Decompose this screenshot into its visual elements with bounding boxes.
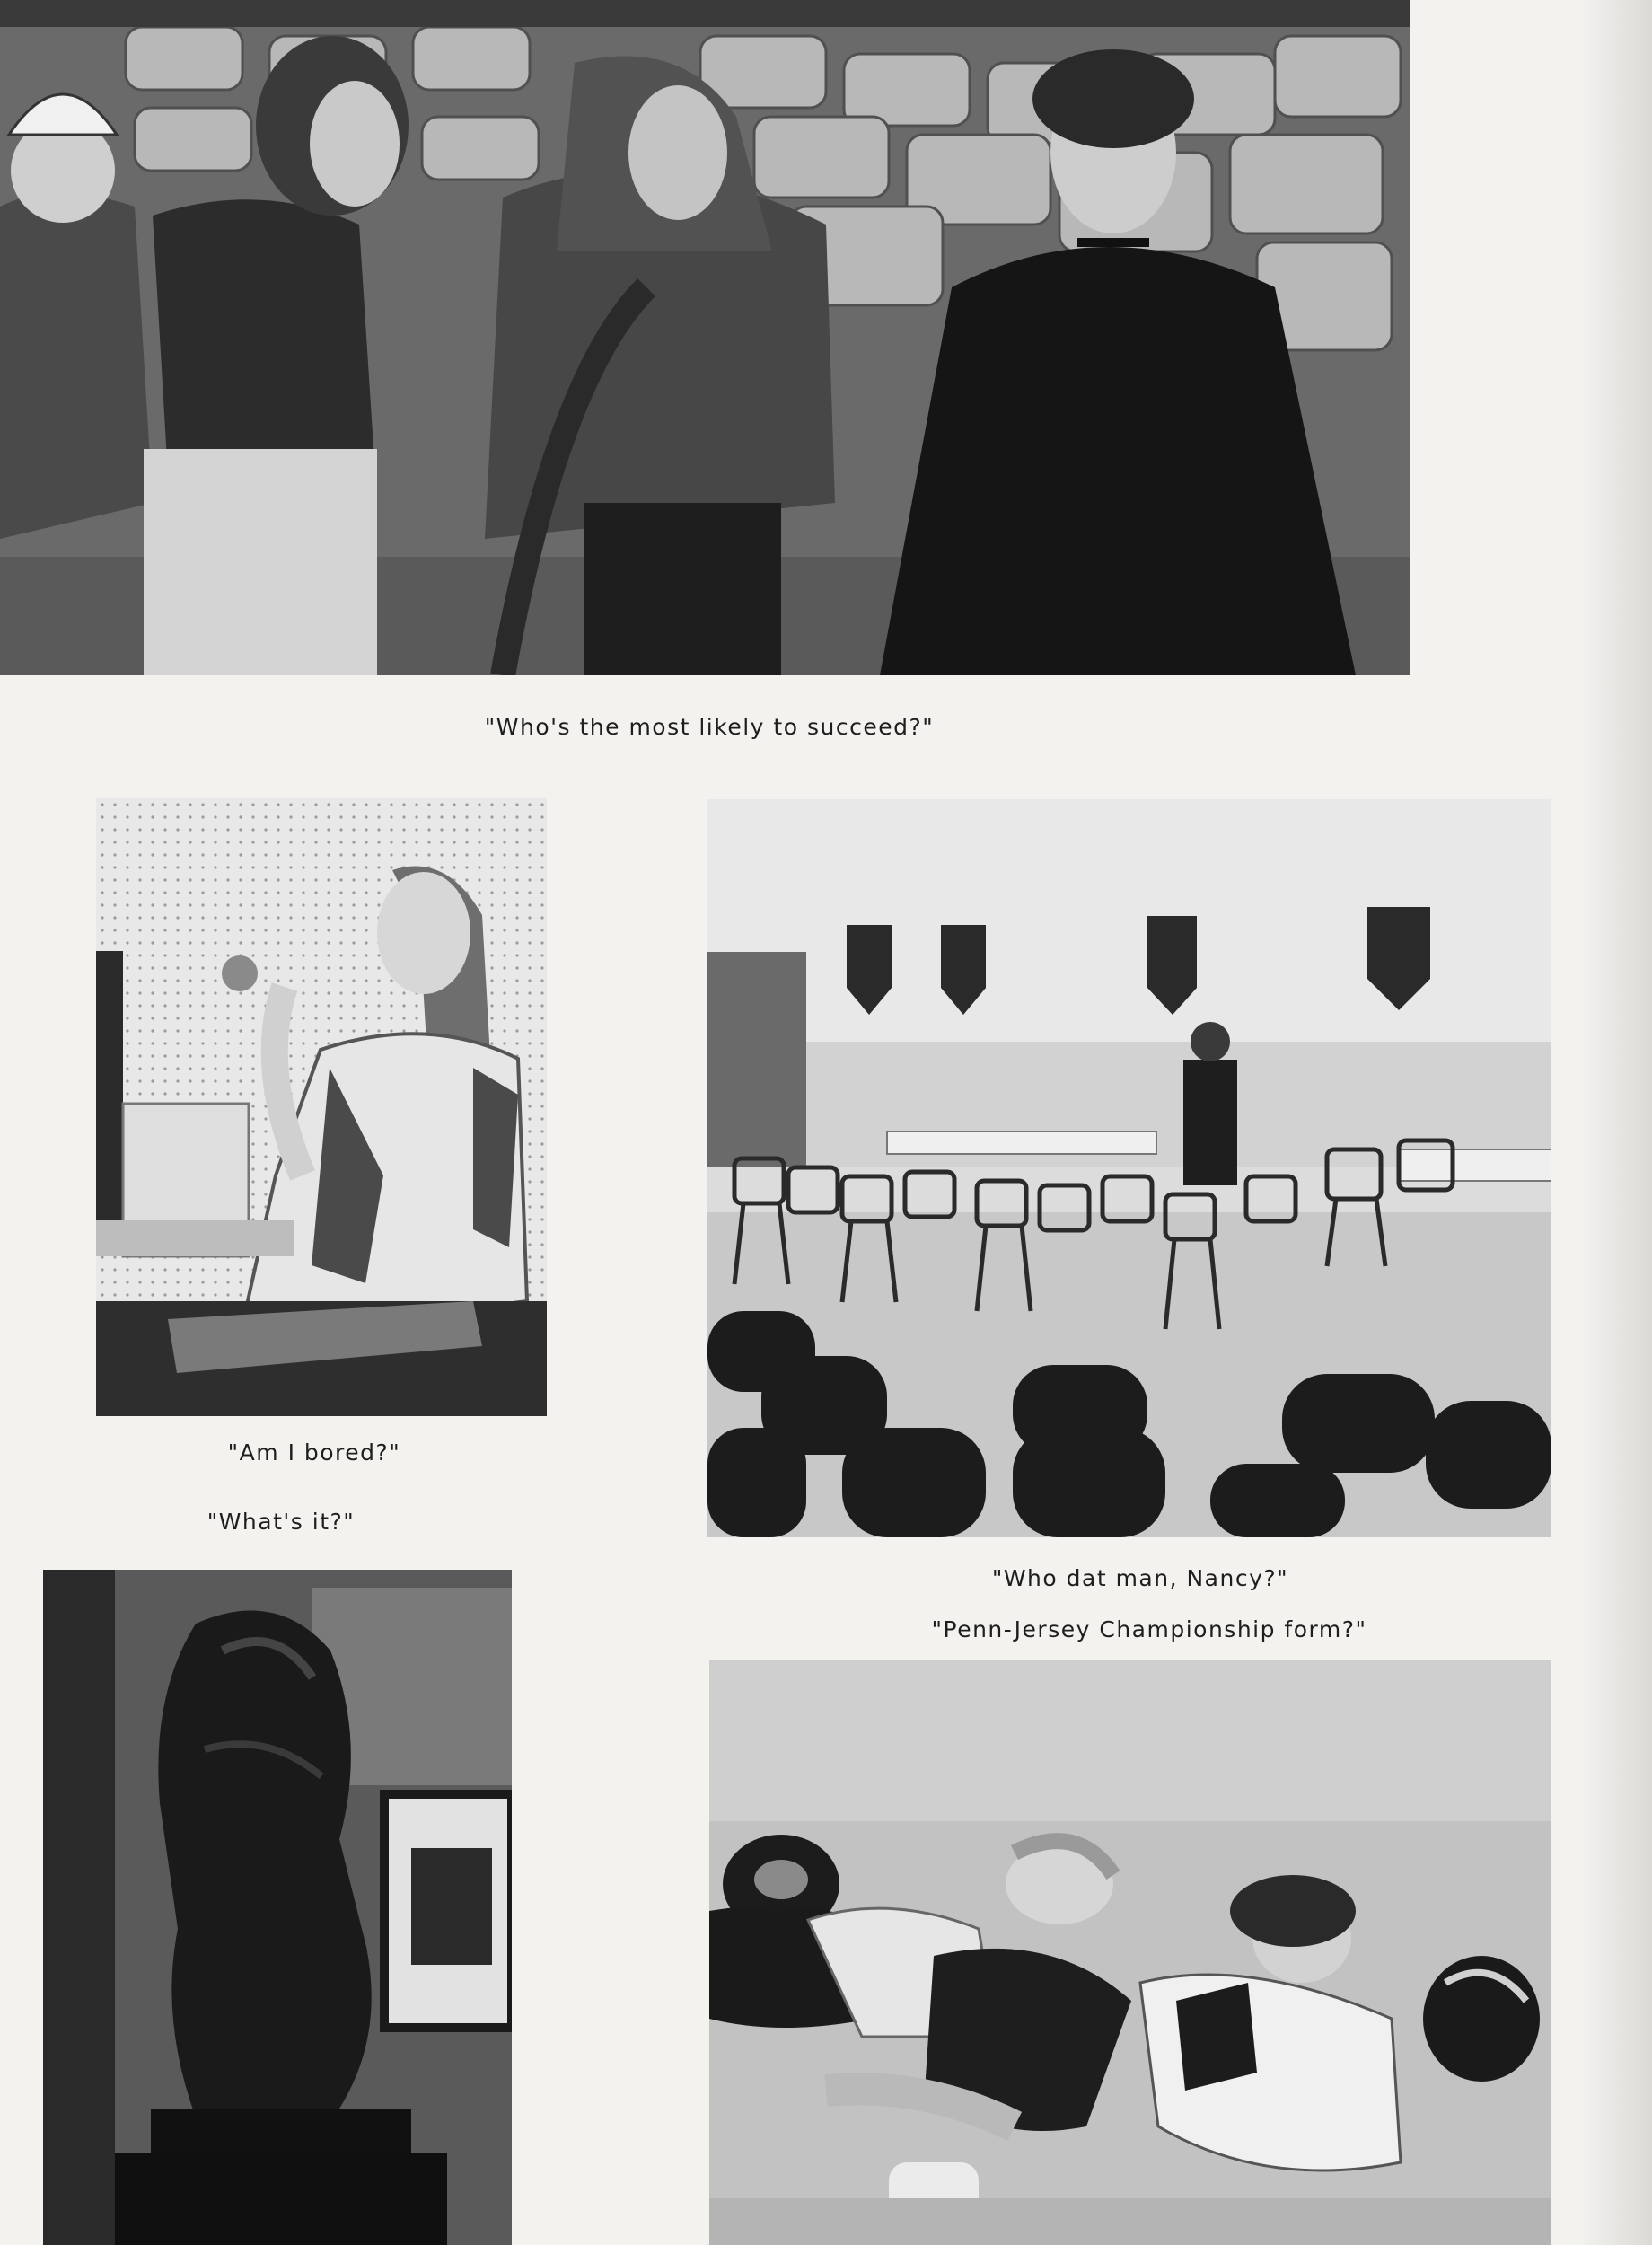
caption-most-likely: "Who's the most likely to succeed?" (484, 714, 935, 740)
page-spine-shadow (1580, 0, 1652, 2245)
photo-lion-statue (43, 1570, 512, 2245)
photo-girl-apple (96, 798, 547, 1416)
caption-who-dat-man: "Who dat man, Nancy?" (991, 1565, 1289, 1591)
photo-costumed-students (0, 0, 1410, 675)
photo-football-players-resting (709, 1660, 1551, 2245)
caption-am-i-bored: "Am I bored?" (227, 1439, 401, 1466)
caption-penn-jersey: "Penn-Jersey Championship form?" (931, 1616, 1367, 1642)
caption-whats-it: "What's it?" (206, 1509, 356, 1535)
photo-gym-folding-chairs (707, 799, 1551, 1537)
